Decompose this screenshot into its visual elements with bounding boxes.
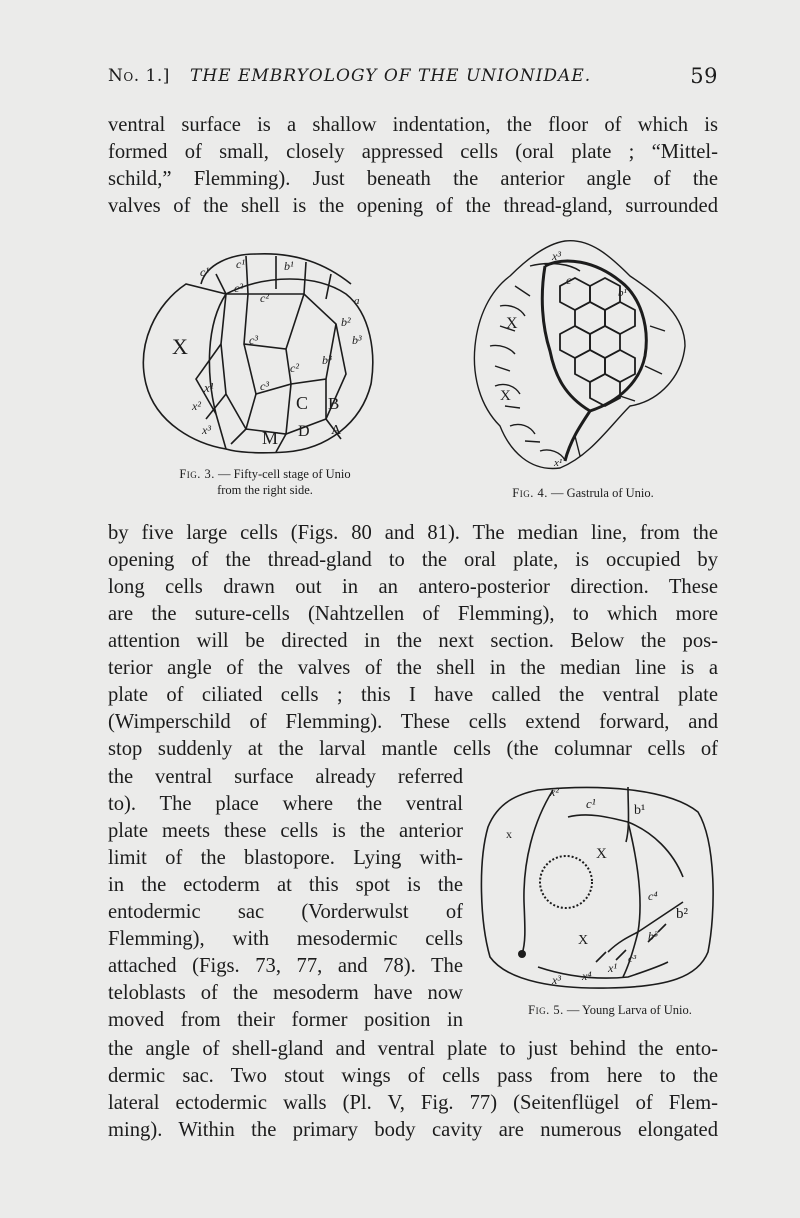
- cell-label: b³: [322, 353, 332, 367]
- text-line: Flemming), with mesodermic cells: [108, 928, 463, 950]
- text-line: long cells drawn out in an antero-posterior direction. These: [108, 576, 718, 598]
- cell-label: b³: [648, 929, 658, 943]
- cell-label: x¹: [204, 380, 214, 395]
- text-line: to). The place where the ventral: [108, 793, 463, 815]
- paragraph-narrow: [108, 764, 463, 1034]
- text-line: formed of small, closely appressed cells (oral plate ; “Mittel-: [108, 141, 718, 163]
- text-line: plate of ciliated cells ; this I have called the ventral plate: [108, 684, 718, 706]
- cell-label: a: [354, 295, 360, 307]
- cell-label: C: [296, 393, 309, 413]
- text-line: attached (Figs. 73, 77, and 78). The: [108, 955, 463, 977]
- cell-label: B: [328, 394, 340, 413]
- cell-label: c³: [628, 953, 637, 965]
- cell-label: X: [506, 315, 518, 332]
- figure-4-caption: [488, 485, 678, 501]
- cell-label: c¹: [586, 796, 596, 811]
- text-line: dermic sac. Two stout wings of cells pass from here to the: [108, 1065, 718, 1087]
- text-line: ming). Within the primary body cavity are numerous elongated: [108, 1119, 718, 1141]
- cell-label: x²: [550, 785, 559, 799]
- cell-label: c¹: [236, 257, 245, 271]
- cell-label: x: [506, 827, 512, 841]
- cell-label: b¹: [284, 259, 294, 273]
- cell-label: b¹: [634, 803, 646, 818]
- text-line: in the ectoderm at this spot is the: [108, 874, 463, 896]
- figure-5: [478, 782, 718, 992]
- text-line: ventral surface is a shallow indentation, the floor of which is: [108, 114, 718, 136]
- figure-5-caption-text: — Young Larva of Unio.: [566, 1003, 692, 1017]
- cell-label: c²: [260, 291, 269, 305]
- figure-4: [470, 236, 690, 474]
- cell-label: M: [262, 428, 279, 448]
- figure-3-caption: [150, 466, 380, 498]
- cell-label: c¹: [200, 265, 209, 279]
- figure-3-drawing: [136, 244, 381, 456]
- text-line: are the suture-cells (Nahtzellen of Flemming), to which more: [108, 603, 718, 625]
- text-line: schild,” Flemming). Just beneath the anterior angle of the: [108, 168, 718, 190]
- text-line: the ventral surface already referred: [108, 766, 463, 788]
- page-number: 59: [690, 64, 718, 88]
- cell-label: b¹: [618, 287, 627, 299]
- cell-label: D: [298, 423, 310, 440]
- cell-label: A: [331, 423, 342, 438]
- text-line: attention will be directed in the next section. Below the pos-: [108, 630, 718, 652]
- cell-label: x¹: [608, 961, 617, 975]
- cell-label: X: [500, 388, 511, 404]
- cell-label: c³: [260, 379, 269, 393]
- cell-label: b²: [676, 906, 688, 922]
- figure-3-number: Fig. 3.: [179, 467, 215, 481]
- running-header: [108, 62, 718, 92]
- cell-label: x³: [552, 973, 561, 987]
- text-line: teloblasts of the mesoderm have now: [108, 982, 463, 1004]
- figure-3: [136, 244, 381, 456]
- cell-label: X: [578, 933, 589, 948]
- figure-4-drawing: [470, 236, 690, 474]
- cell-label: x²: [192, 399, 201, 413]
- text-line: terior angle of the valves of the shell in the median line is a: [108, 657, 718, 679]
- cell-label: X: [596, 846, 607, 862]
- cell-label: x¹: [554, 457, 563, 469]
- paragraph-middle: [108, 520, 718, 763]
- figure-5-drawing: [478, 782, 718, 992]
- text-line: the angle of shell-gland and ventral plate to just behind the ento-: [108, 1038, 718, 1060]
- text-line: stop suddenly at the larval mantle cells (the columnar cells of: [108, 738, 718, 760]
- cell-label: b³: [352, 333, 362, 347]
- cell-label: c²: [290, 361, 299, 375]
- text-line: valves of the shell is the opening of the thread-gland, surrounded: [108, 195, 718, 217]
- cell-label: b²: [341, 315, 351, 329]
- header-section-number: No. 1.]: [108, 66, 170, 86]
- header-title: THE EMBRYOLOGY OF THE UNIONIDAE.: [190, 66, 592, 86]
- cell-label: c³: [249, 333, 258, 347]
- text-line: opening of the thread-gland to the oral plate, is occupied by: [108, 549, 718, 571]
- figure-5-caption: [505, 1002, 715, 1018]
- cell-label: c: [566, 273, 572, 287]
- figure-3-caption-line: — Fifty-cell stage of Unio: [218, 467, 351, 481]
- cell-label: c⁴: [648, 889, 658, 903]
- cell-label: x³: [552, 249, 561, 263]
- paragraph-bottom: [108, 1036, 718, 1144]
- text-line: by five large cells (Figs. 80 and 81). The median line, from the: [108, 522, 718, 544]
- cell-label: X: [172, 334, 188, 359]
- cell-label: x³: [202, 423, 211, 437]
- figure-4-number: Fig. 4.: [512, 486, 548, 500]
- text-line: entodermic sac (Vorderwulst of: [108, 901, 463, 923]
- text-line: plate meets these cells is the anterior: [108, 820, 463, 842]
- paragraph-top: [108, 112, 718, 220]
- figure-3-caption-line: from the right side.: [217, 483, 313, 497]
- cell-label: c²: [234, 281, 243, 295]
- text-line: limit of the blastopore. Lying with-: [108, 847, 463, 869]
- text-line: lateral ectodermic walls (Pl. V, Fig. 77) (Seitenflügel of Flem-: [108, 1092, 718, 1114]
- figure-5-number: Fig. 5.: [528, 1003, 564, 1017]
- text-line: (Wimperschild of Flemming). These cells extend forward, and: [108, 711, 718, 733]
- figure-4-caption-text: — Gastrula of Unio.: [550, 486, 654, 500]
- cell-label: x⁴: [582, 969, 592, 983]
- text-line: moved from their former position in: [108, 1009, 463, 1031]
